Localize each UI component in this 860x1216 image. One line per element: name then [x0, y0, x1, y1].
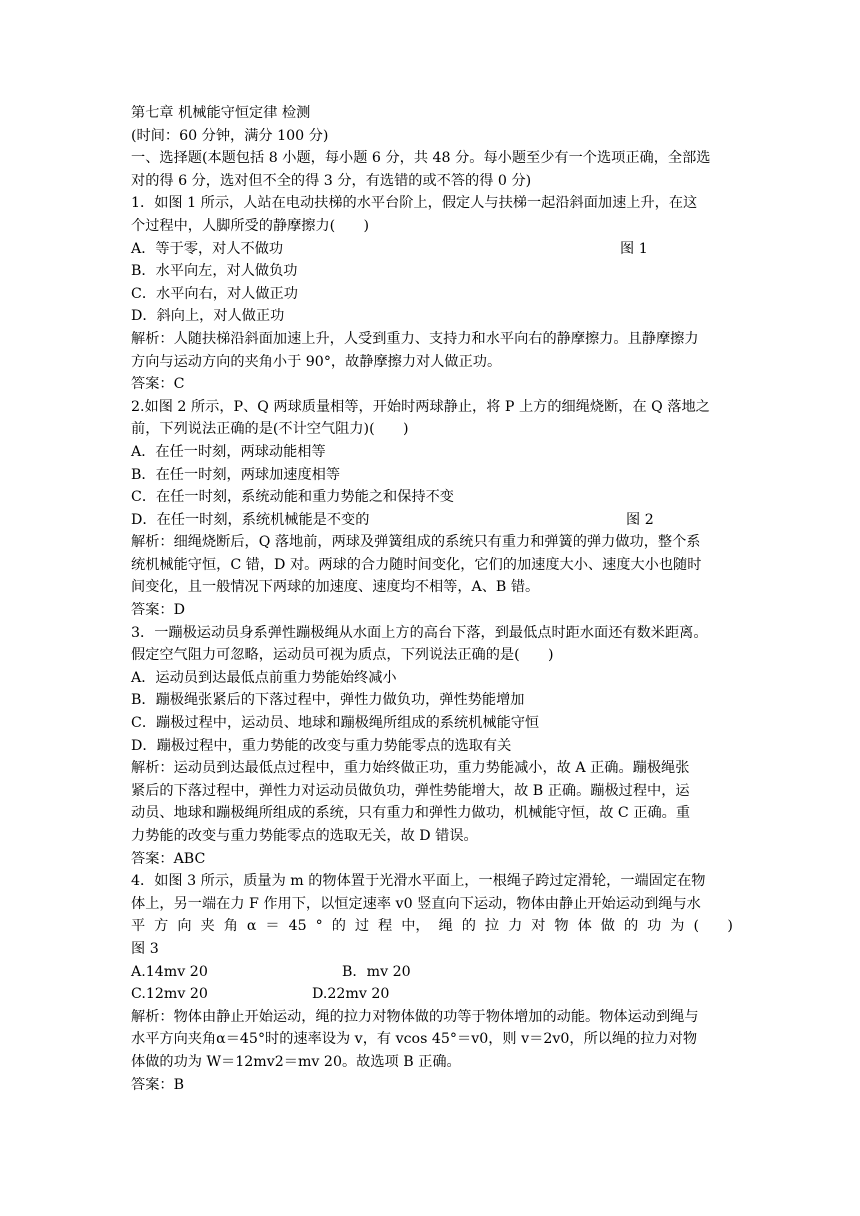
q4-option-d: D.22mv 20	[312, 986, 390, 1003]
q1-answer: 答案：C	[131, 376, 185, 393]
q4-stem-line3-segment: 体	[577, 918, 592, 935]
q4-stem-line3-segment: 角	[223, 918, 238, 935]
q4-stem-line3-segment: 的	[623, 918, 639, 935]
q3-explanation-line2: 紧后的下落过程中，弹性力对运动员做负功，弹性势能增大，故 B 正确。蹦极过程中，运	[131, 782, 690, 799]
q4-stem-line3-segment: 中，	[401, 918, 430, 935]
q1-option-d: D．斜向上，对人做正功	[131, 308, 285, 325]
q4-stem-line3-segment: °	[315, 918, 323, 935]
q4-options-row1	[131, 961, 733, 984]
q2-option-c: C．在任一时刻，系统动能和重力势能之和保持不变	[131, 489, 454, 506]
q4-stem-line3	[131, 915, 733, 938]
q2-answer: 答案：D	[131, 602, 185, 619]
document-page	[131, 102, 733, 1096]
q1-explanation-line2: 方向与运动方向的夹角小于 90°，故静摩擦力对人做正功。	[131, 353, 502, 370]
q4-stem-line3-segment: 功	[647, 918, 662, 935]
q4-stem-line3-segment: ( )	[693, 918, 733, 935]
q2-option-b: B．在任一时刻，两球加速度相等	[131, 466, 341, 483]
q4-stem-line3-segment: 力	[508, 918, 523, 935]
section-instructions-line1: 一、选择题(本题包括 8 小题，每小题 6 分，共 48 分。每小题至少有一个选项正确，全部选	[131, 150, 711, 167]
q3-explanation-line3: 动员、地球和蹦极绳所组成的系统，只有重力和弹性力做功，机械能守恒，故 C 正确。重	[131, 805, 691, 822]
q3-option-b: B．蹦极绳张紧后的下落过程中，弹性力做负功，弹性势能增加	[131, 692, 525, 709]
section-instructions-line2: 对的得 6 分，选对但不全的得 3 分，有选错的或不答的得 0 分)	[131, 172, 532, 189]
q1-figure-label: 图 1	[620, 240, 648, 257]
q4-stem-line3-segment: 绳	[438, 918, 453, 935]
q3-option-a: A．运动员到达最低点前重力势能始终减小	[131, 669, 397, 686]
q3-answer: 答案：ABC	[131, 850, 206, 867]
q4-stem-line3-segment: 向	[177, 918, 192, 935]
q4-stem-line3-segment: 程	[378, 918, 393, 935]
q4-option-b: B．mv 20	[342, 963, 411, 980]
q4-stem-line3-segment: 方	[154, 918, 169, 935]
q1-stem-line1: 1．如图 1 所示，人站在电动扶梯的水平台阶上，假定人与扶梯一起沿斜面加速上升，在这	[131, 195, 698, 212]
q4-explanation-line1: 解析：物体由静止开始运动，绳的拉力对物体做的功等于物体增加的动能。物体运动到绳与	[131, 1008, 699, 1025]
q4-stem-line3-segment: 对	[531, 918, 546, 935]
q1-stem-line2: 个过程中，人脚所受的静摩擦力( )	[131, 217, 370, 234]
q4-stem-line3-segment: 45	[288, 918, 307, 935]
q4-option-a: A.14mv 20	[131, 963, 208, 980]
q1-option-a-row	[131, 238, 733, 261]
q2-explanation-line2: 统机械能守恒，C 错，D 对。两球的合力随时间变化，它们的加速度大小、速度大小也随时	[131, 556, 702, 573]
q4-explanation-line3: 体做的功为 W＝12mv2＝mv 20。故选项 B 正确。	[131, 1053, 461, 1070]
q1-option-a: A．等于零，对人不做功	[131, 240, 284, 257]
q3-explanation-line1: 解析：运动员到达最低点过程中，重力始终做正功，重力势能减小，故 A 正确。蹦极绳张	[131, 760, 690, 777]
q4-options-row2	[131, 983, 733, 1006]
q4-stem-line2: 体上，另一端在力 F 作用下，以恒定速率 v0 竖直向下运动，物体由静止开始运动到绳与水	[131, 895, 701, 912]
q2-option-d-row	[131, 509, 733, 532]
q4-explanation-line2: 水平方向夹角α＝45°时的速率设为 v，有 vcos 45°＝v0，则 v＝2v0，所以绳的拉力对物	[131, 1031, 698, 1048]
q4-stem-line1: 4．如图 3 所示，质量为 m 的物体置于光滑水平面上，一根绳子跨过定滑轮，一端固定在物	[131, 873, 706, 890]
q4-stem-line3-segment: 夹	[200, 918, 215, 935]
q4-stem-line3-segment: 为	[670, 918, 685, 935]
q2-option-d: D．在任一时刻，系统机械能是不变的	[131, 511, 370, 528]
q2-explanation-line1: 解析：细绳烧断后，Q 落地前，两球及弹簧组成的系统只有重力和弹簧的弹力做功，整个系	[131, 534, 701, 551]
q4-answer: 答案：B	[131, 1076, 184, 1093]
q3-option-c: C．蹦极过程中，运动员、地球和蹦极绳所组成的系统机械能守恒	[131, 715, 540, 732]
q3-option-d: D．蹦极过程中，重力势能的改变与重力势能零点的选取有关	[131, 737, 512, 754]
q4-stem-line3-segment: 平	[131, 918, 146, 935]
q3-stem-line1: 3．一蹦极运动员身系弹性蹦极绳从水面上方的高台下落，到最低点时距水面还有数米距离。	[131, 624, 708, 641]
q2-stem-line1: 2.如图 2 所示，P、Q 两球质量相等，开始时两球静止，将 P 上方的细绳烧断，在 Q 落地之	[131, 398, 710, 415]
q3-stem-line2: 假定空气阻力可忽略，运动员可视为质点，下列说法正确的是( )	[131, 647, 554, 664]
q4-option-c: C.12mv 20	[131, 986, 208, 1003]
q4-stem-line3-segment: 的	[331, 918, 346, 935]
q2-explanation-line3: 间变化，且一般情况下两球的加速度、速度均不相等，A、B 错。	[131, 579, 540, 596]
q3-explanation-line4: 力势能的改变与重力势能零点的选取无关，故 D 错误。	[131, 828, 478, 844]
q1-explanation-line1: 解析：人随扶梯沿斜面加速上升，人受到重力、支持力和水平向右的静摩擦力。且静摩擦力	[131, 330, 699, 347]
q4-stem-line3-segment: ＝	[265, 918, 280, 935]
q4-stem-line3-segment: 的	[461, 918, 476, 935]
q1-option-b: B．水平向左，对人做负功	[131, 263, 298, 280]
q4-stem-line3-segment: 拉	[484, 918, 500, 935]
document-title: 第七章 机械能守恒定律 检测	[131, 105, 311, 121]
q2-figure-label: 图 2	[626, 511, 654, 528]
q4-stem-line3-segment: α	[246, 918, 257, 935]
q4-stem-line3-segment: 过	[354, 918, 370, 935]
q4-stem-line3-segment: 做	[600, 918, 615, 935]
q2-stem-line2: 前，下列说法正确的是(不计空气阻力)( )	[131, 421, 409, 438]
q1-option-c: C．水平向右，对人做正功	[131, 285, 298, 302]
q4-stem-line3-segment: 物	[554, 918, 569, 935]
q2-option-a: A．在任一时刻，两球动能相等	[131, 443, 326, 460]
time-info: (时间：60 分钟，满分 100 分)	[131, 127, 329, 144]
q4-figure-label: 图 3	[131, 940, 159, 957]
